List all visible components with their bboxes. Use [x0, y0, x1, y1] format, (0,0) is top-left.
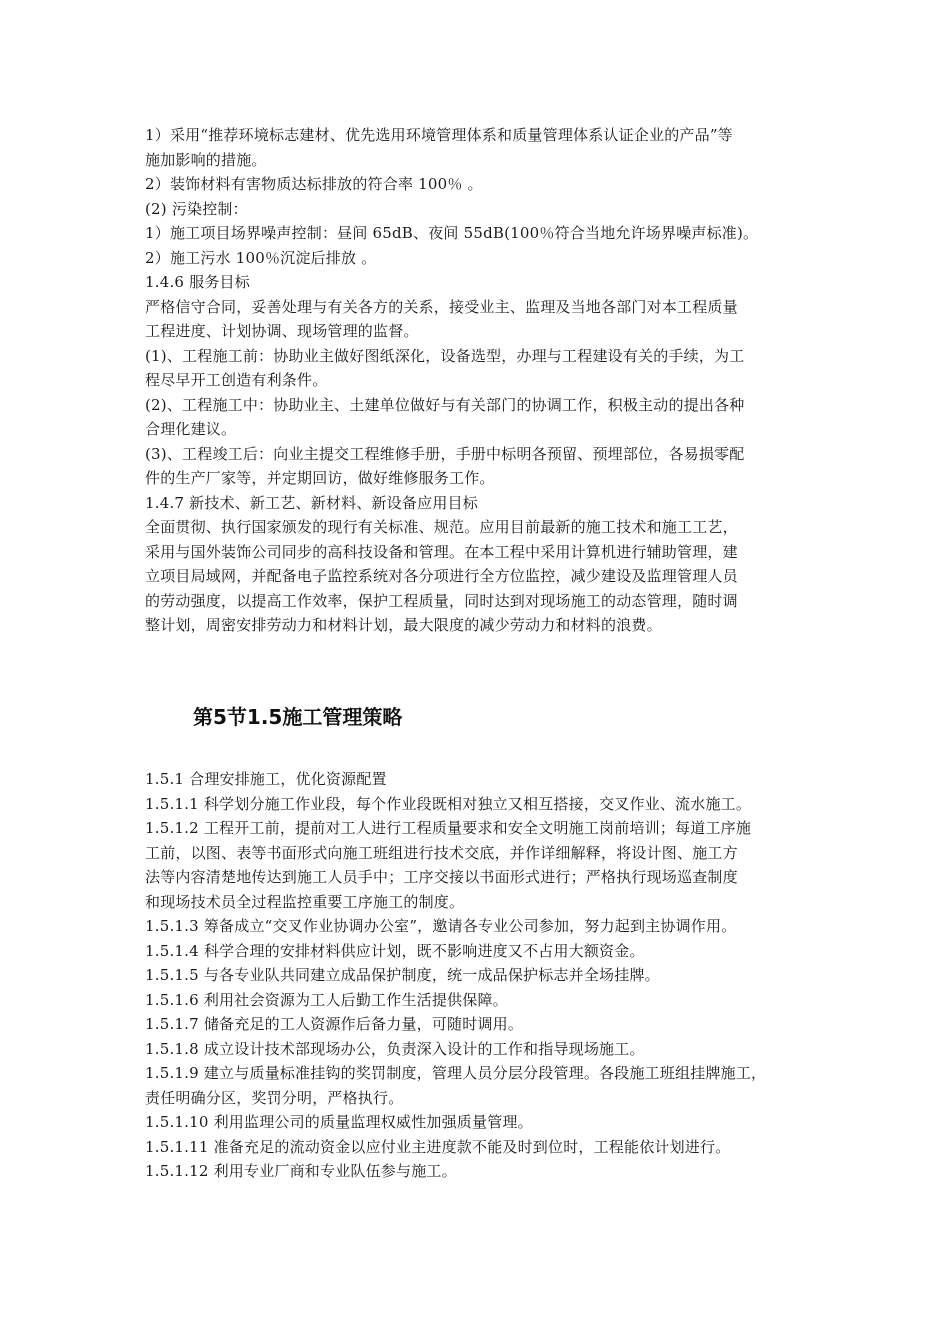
subsection-title: 1.4.6 服务目标	[145, 273, 250, 291]
text-line: (2)、工程施工中：协助业主、土建单位做好与有关部门的协调工作，积极主动的提出各种	[145, 395, 745, 414]
text-line: 1.5.1.6 利用社会资源为工人后勤工作生活提供保障。	[145, 990, 508, 1009]
text-line: 法等内容清楚地传达到施工人员手中；工序交接以书面形式进行；严格执行现场巡查制度	[145, 868, 738, 886]
subsection-title: 1.5.1 合理安排施工，优化资源配置	[145, 770, 387, 788]
text-line: 和现场技术员全过程监控重要工序施工的制度。	[145, 892, 465, 911]
section-heading: 第5节1.5施工管理策略	[193, 705, 403, 729]
text-line: 1.5.1.12 利用专业厂商和专业队伍参与施工。	[145, 1162, 457, 1180]
text-line: 程尽早开工创造有利条件。	[145, 371, 328, 389]
text-line: 工前，以图、表等书面形式向施工班组进行技术交底，并作详细解释，将设计图、施工方	[145, 843, 738, 862]
text-line: 全面贯彻、执行国家颁发的现行有关标准、规范。应用目前最新的施工技术和施工工艺，	[145, 518, 738, 536]
text-line: (2) 污染控制：	[145, 199, 248, 218]
text-line: 工程进度、计划协调、现场管理的监督。	[145, 322, 419, 340]
text-line: 1）采用“推荐环境标志建材、优先选用环境管理体系和质量管理体系认证企业的产品”等	[145, 126, 733, 144]
text-line: 合理化建议。	[145, 420, 237, 438]
text-line: 1.5.1.7 储备充足的工人资源作后备力量，可随时调用。	[145, 1015, 524, 1033]
text-line: 2）施工污水 100％沉淀后排放 。	[145, 248, 377, 267]
text-line: 1.5.1.2 工程开工前，提前对工人进行工程质量要求和安全文明施工岗前培训；每道工序施	[145, 819, 752, 837]
text-line: 1.5.1.3 筹备成立“交叉作业协调办公室”，邀请各专业公司参加，努力起到主协调作用。	[145, 917, 737, 935]
text-line: 件的生产厂家等，并定期回访，做好维修服务工作。	[145, 469, 495, 487]
text-line: (3)、工程竣工后：向业主提交工程维修手册，手册中标明各预留、预埋部位，各易损零配	[145, 444, 745, 463]
text-line: 1.5.1.11 准备充足的流动资金以应付业主进度款不能及时到位时，工程能依计划进行。	[145, 1137, 731, 1156]
text-line: 整计划，周密安排劳动力和材料计划，最大限度的减少劳动力和材料的浪费。	[145, 616, 662, 634]
text-line: 1.5.1.10 利用监理公司的质量监理权威性加强质量管理。	[145, 1113, 533, 1131]
text-line: 立项目局域网，并配备电子监控系统对各分项进行全方位监控，减少建设及监理管理人员	[145, 567, 738, 585]
text-line: 1.5.1.9 建立与质量标准挂钩的奖罚制度，管理人员分层分段管理。各段施工班组挂牌施工，	[145, 1064, 767, 1082]
text-line: 1）施工项目场界噪声控制：昼间 65dB、夜间 55dB(100％符合当地允许场界噪声标准)。	[145, 224, 759, 242]
text-line: (1)、工程施工前：协助业主做好图纸深化，设备选型，办理与工程建设有关的手续，为工	[145, 346, 745, 365]
text-line: 1.5.1.1 科学划分施工作业段，每个作业段既相对独立又相互搭接，交叉作业、流水施工。	[145, 794, 752, 813]
text-line: 1.5.1.5 与各专业队共同建立成品保护制度，统一成品保护标志并全场挂牌。	[145, 966, 660, 984]
text-line: 1.5.1.8 成立设计技术部现场办公，负责深入设计的工作和指导现场施工。	[145, 1039, 645, 1058]
text-line: 责任明确分区，奖罚分明，严格执行。	[145, 1088, 404, 1107]
text-line: 施加影响的措施。	[145, 150, 267, 169]
text-line: 采用与国外装饰公司同步的高科技设备和管理。在本工程中采用计算机进行辅助管理，建	[145, 542, 738, 561]
text-line: 2）装饰材料有害物质达标排放的符合率 100％ 。	[145, 175, 483, 193]
body-text-top	[145, 123, 815, 638]
text-line: 1.5.1.4 科学合理的安排材料供应计划，既不影响进度又不占用大额资金。	[145, 941, 645, 960]
text-line: 的劳动强度，以提高工作效率，保护工程质量，同时达到对现场施工的动态管理，随时调	[145, 591, 738, 610]
subsection-title: 1.4.7 新技术、新工艺、新材料、新设备应用目标	[145, 493, 478, 512]
text-line: 严格信守合同，妥善处理与有关各方的关系，接受业主、监理及当地各部门对本工程质量	[145, 297, 738, 316]
body-text-bottom	[145, 767, 815, 1184]
